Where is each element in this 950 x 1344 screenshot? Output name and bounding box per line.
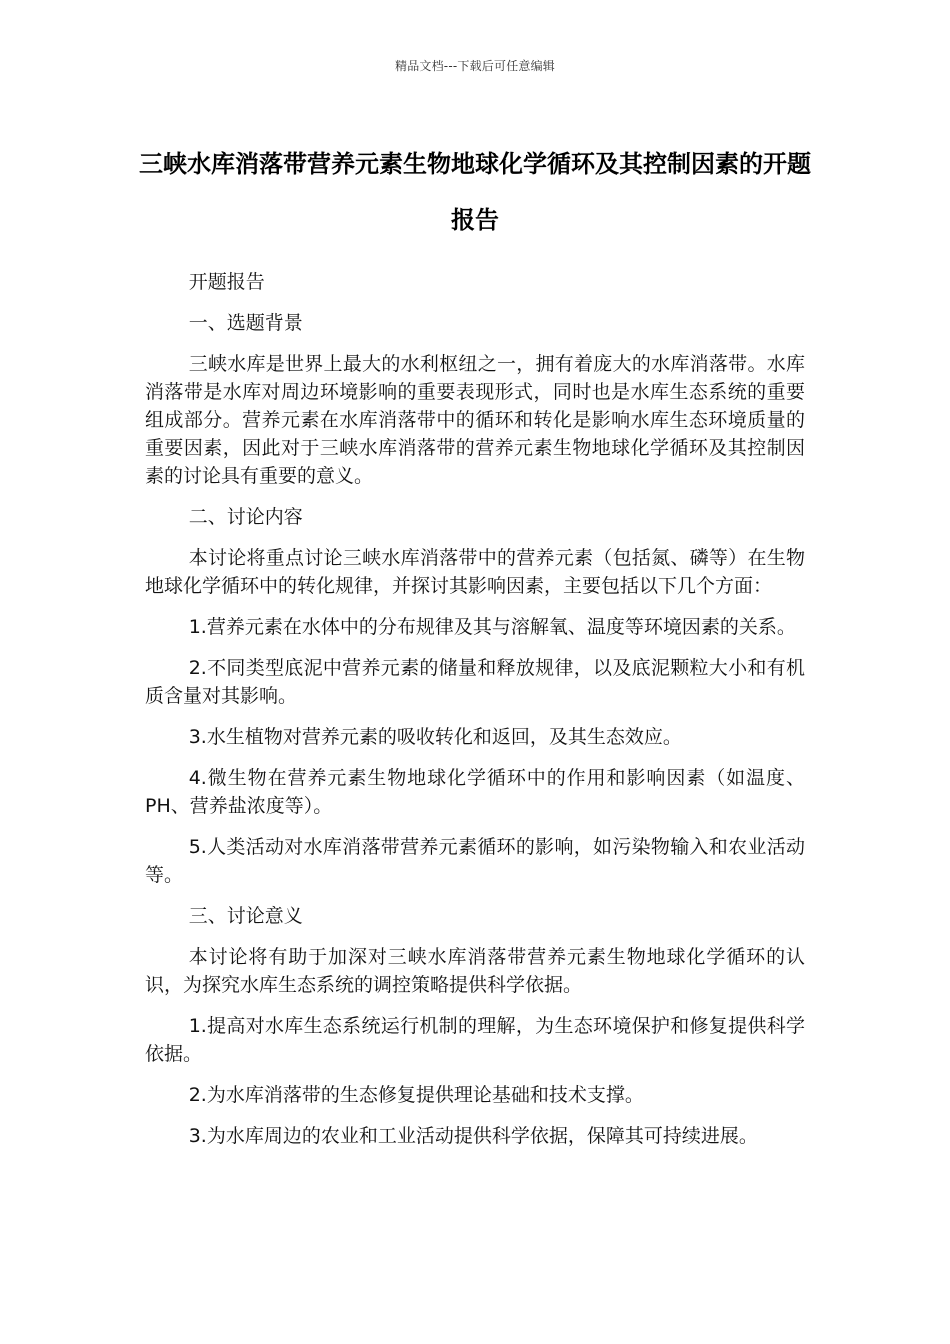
paragraph-heading-report: 开题报告 <box>188 271 265 293</box>
list-item-significance-3: 3.为水库周边的农业和工业活动提供科学依据，保障其可持续进展。 <box>188 1125 758 1147</box>
list-item-content-2: 2.不同类型底泥中营养元素的储量和释放规律，以及底泥颗粒大小和有机质含量对其影响。 <box>145 657 805 707</box>
list-item-significance-2: 2.为水库消落带的生态修复提供理论基础和技术支撑。 <box>188 1084 644 1106</box>
list-item-content-3: 3.水生植物对营养元素的吸收转化和返回，及其生态效应。 <box>188 726 682 748</box>
section-heading-content: 二、讨论内容 <box>188 506 303 528</box>
header-note: 精品文档---下载后可任意编辑 <box>395 59 555 73</box>
paragraph-significance-intro: 本讨论将有助于加深对三峡水库消落带营养元素生物地球化学循环的认识，为探究水库生态系统的调控策略提供科学依据。 <box>145 946 805 996</box>
document-body <box>145 268 805 1163</box>
document-title: 三峡水库消落带营养元素生物地球化学循环及其控制因素的开题报告 <box>139 150 811 234</box>
section-heading-background: 一、选题背景 <box>188 312 303 334</box>
paragraph-content-intro: 本讨论将重点讨论三峡水库消落带中的营养元素（包括氮、磷等）在生物地球化学循环中的转化规律，并探讨其影响因素，主要包括以下几个方面： <box>145 547 805 597</box>
section-heading-significance: 三、讨论意义 <box>188 905 303 927</box>
paragraph-background: 三峡水库是世界上最大的水利枢纽之一，拥有着庞大的水库消落带。水库消落带是水库对周边环境影响的重要表现形式，同时也是水库生态系统的重要组成部分。营养元素在水库消落带中的循环和转化是影响水库生态环境质量的重要因素，因此对于三峡水库消落带的营养元素生物地球化学循环及其控制因素的讨论具有重要的意义。 <box>145 353 805 487</box>
list-item-significance-1: 1.提高对水库生态系统运行机制的理解，为生态环境保护和修复提供科学依据。 <box>145 1015 805 1065</box>
list-item-content-5: 5.人类活动对水库消落带营养元素循环的影响，如污染物输入和农业活动等。 <box>145 836 805 886</box>
list-item-content-1: 1.营养元素在水体中的分布规律及其与溶解氧、温度等环境因素的关系。 <box>188 616 796 638</box>
list-item-content-4: 4.微生物在营养元素生物地球化学循环中的作用和影响因素（如温度、PH、营养盐浓度等）。 <box>145 767 805 817</box>
